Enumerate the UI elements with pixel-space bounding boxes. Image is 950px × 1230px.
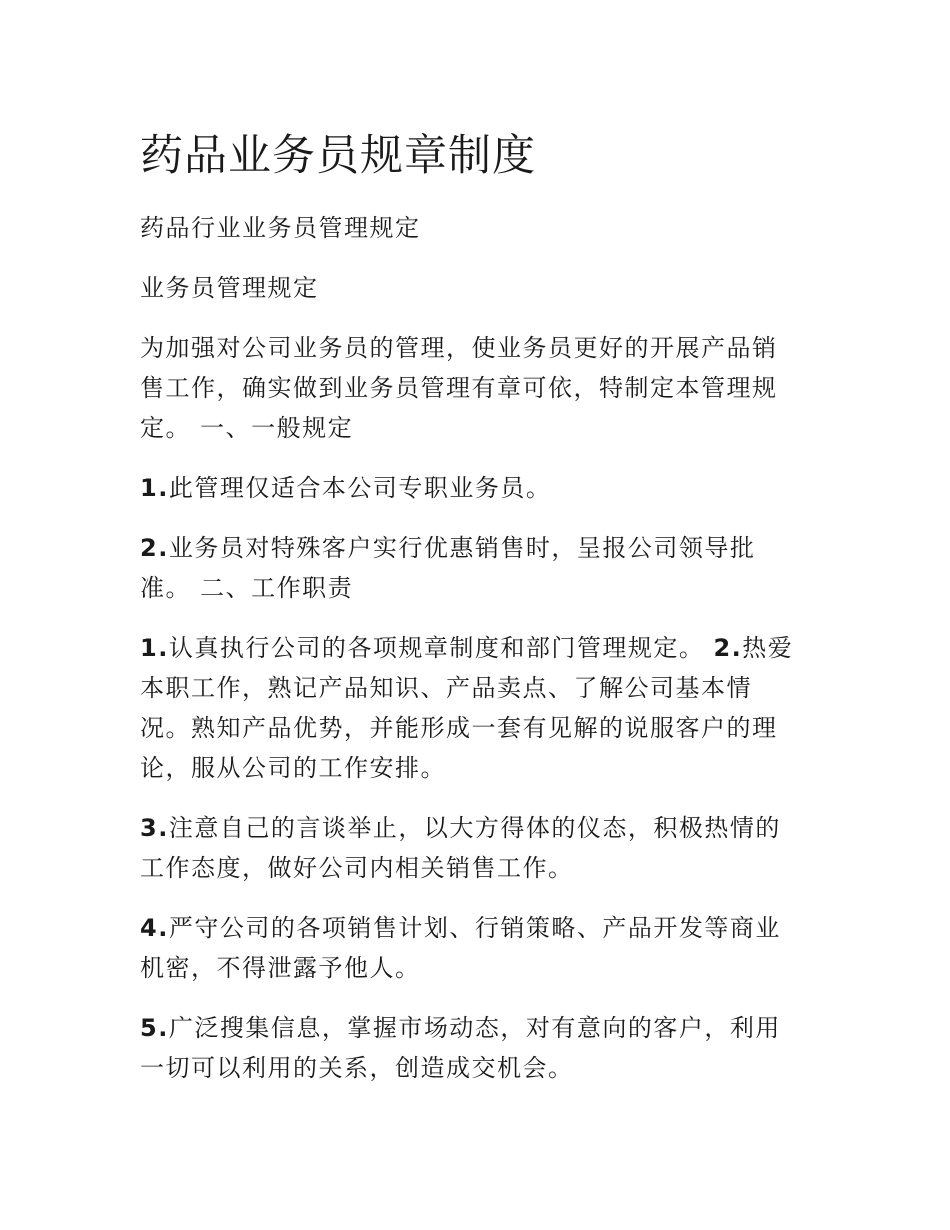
- paragraph-heading: [140, 268, 800, 308]
- item-number: 1.: [140, 474, 169, 502]
- paragraph-item: [140, 528, 800, 608]
- paragraph-text: 为加强对公司业务员的管理，使业务员更好的开展产品销售工作，确实做到业务员管理有章可依，特制定本管理规定。 一、一般规定: [140, 334, 778, 442]
- paragraph-item: [140, 908, 800, 988]
- paragraph-text: 热爱本职工作，熟记产品知识、产品卖点、了解公司基本情况。熟知产品优势，并能形成一套有见解的说服客户的理论，服从公司的工作安排。: [140, 634, 794, 782]
- paragraph-intro: [140, 328, 800, 448]
- paragraph-subtitle: [140, 208, 800, 248]
- paragraph-item: [140, 1008, 800, 1088]
- item-number: 4.: [140, 914, 169, 942]
- item-number: 1.: [140, 634, 169, 662]
- paragraph-text: 注意自己的言谈举止，以大方得体的仪态，积极热情的工作态度，做好公司内相关销售工作。: [140, 814, 781, 882]
- paragraph-text: 业务员对特殊客户实行优惠销售时，呈报公司领导批准。 二、工作职责: [140, 534, 756, 602]
- paragraph-text: 严守公司的各项销售计划、行销策略、产品开发等商业机密，不得泄露予他人。: [140, 914, 781, 982]
- paragraph-item: [140, 808, 800, 888]
- paragraph-text: 此管理仅适合本公司专职业务员。: [168, 474, 552, 502]
- item-number: 2.: [140, 534, 169, 562]
- paragraph-text: 业务员管理规定: [140, 274, 319, 302]
- document-title: 药品业务员规章制度: [140, 131, 536, 181]
- paragraph-text: 药品行业业务员管理规定: [140, 214, 421, 242]
- paragraph-item: [140, 628, 800, 788]
- paragraph-item: [140, 468, 800, 508]
- paragraph-text: 广泛搜集信息，掌握市场动态，对有意向的客户，利用一切可以利用的关系，创造成交机会。: [140, 1014, 781, 1082]
- item-number: 3.: [140, 814, 169, 842]
- paragraph-text: 认真执行公司的各项规章制度和部门管理规定。: [168, 634, 705, 662]
- document-page: [140, 126, 800, 1108]
- item-number: 5.: [140, 1014, 169, 1042]
- item-number: 2.: [713, 634, 743, 662]
